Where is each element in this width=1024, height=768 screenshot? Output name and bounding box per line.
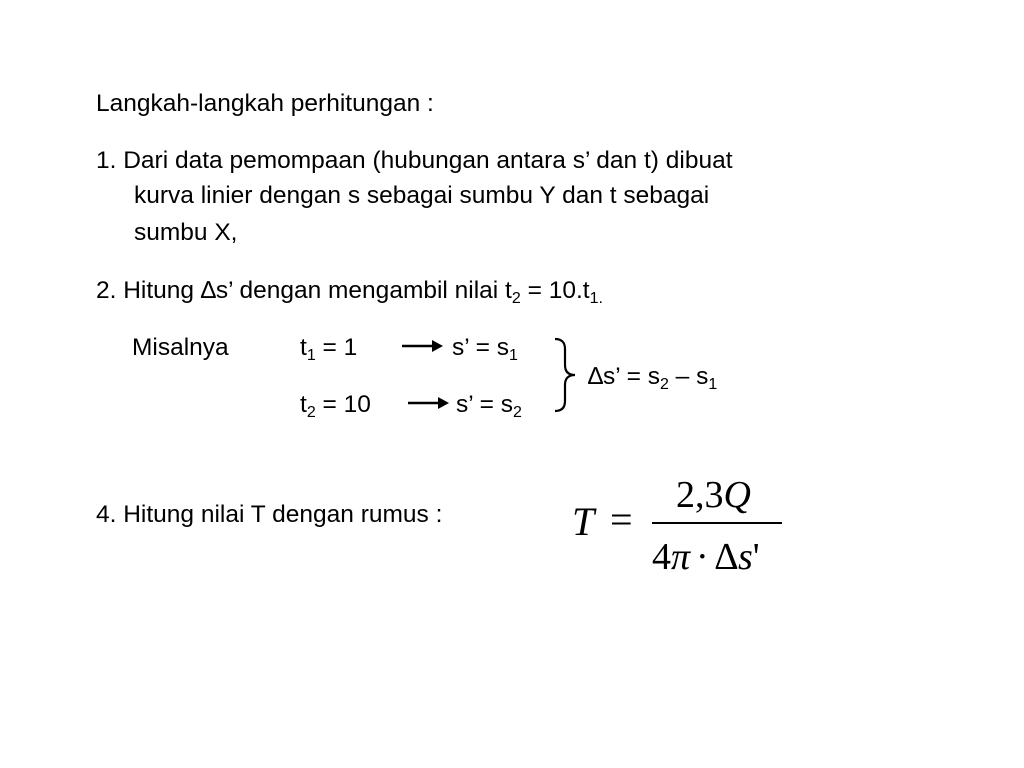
step1-line3: sumbu X, bbox=[134, 219, 238, 246]
step1-line1: 1. Dari data pemompaan (hubungan antara s’ dan t) dibuat bbox=[96, 147, 733, 174]
step2-sub-a: 2 bbox=[511, 290, 521, 307]
formula-equals: = bbox=[610, 497, 633, 542]
step4-text: 4. Hitung nilai T dengan rumus : bbox=[96, 501, 443, 528]
fraction-bar bbox=[652, 522, 782, 524]
example-row1-t: $t_1 = 1$ bbox=[300, 334, 358, 364]
formula-denominator: 4π · ∆s' bbox=[652, 536, 760, 578]
formula-lhs: T bbox=[572, 499, 595, 544]
heading: Langkah-langkah perhitungan : bbox=[96, 90, 434, 117]
arrow-right-icon bbox=[406, 396, 450, 410]
example-row1-s: s’ = $s_1$ bbox=[452, 334, 518, 364]
step2-prefix: 2. Hitung bbox=[96, 277, 201, 304]
right-brace-icon bbox=[552, 337, 578, 413]
delta-symbol: ∆ bbox=[200, 277, 216, 304]
formula-numerator: 2,3Q bbox=[676, 474, 751, 516]
step2-line bbox=[96, 277, 603, 307]
example-label: Misalnya bbox=[132, 334, 229, 361]
step1-line2: kurva linier dengan s sebagai sumbu Y dan t sebagai bbox=[134, 182, 710, 209]
delta-s-result: ∆s’ = $s_2 - s_1$ bbox=[588, 363, 718, 393]
step2-mid: = 10.t bbox=[520, 277, 590, 304]
example-row2-s: s’ = $s_2$ bbox=[456, 391, 522, 421]
step2-sub-b: 1. bbox=[589, 290, 603, 307]
step2-text: s’ dengan mengambil nilai t bbox=[215, 277, 512, 304]
example-row2-t: $t_2 = 10$ bbox=[300, 391, 371, 421]
arrow-right-icon bbox=[400, 339, 444, 353]
